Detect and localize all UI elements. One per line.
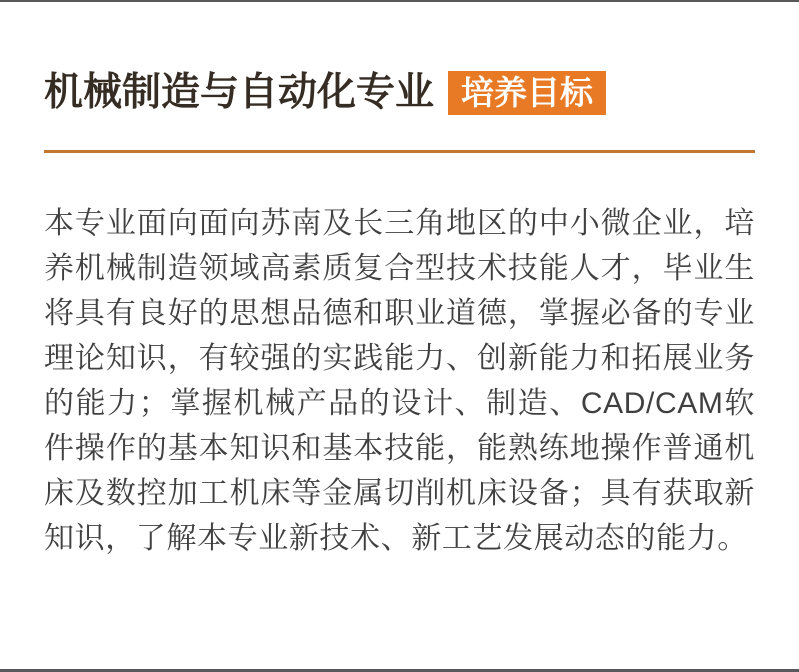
description-paragraph: 本专业面向面向苏南及长三角地区的中小微企业，培养机械制造领域高素质复合型技术技能人才，毕业生将具有良好的思想品德和职业道德，掌握必备的专业理论知识，有较强的实践能力、创新能力和拓展业务的能力；掌握机械产品的设计、制造、CAD/CAM软件操作的基本知识和基本技能，能熟练地操作普通机床及数控加工机床等金属切削机床设备；具有获取新知识，了解本专业新技术、新工艺发展动态的能力。 — [44, 206, 755, 555]
section-badge: 培养目标 — [448, 71, 606, 115]
title-row — [44, 70, 755, 117]
content-area — [44, 0, 755, 561]
page-title: 机械制造与自动化专业 — [44, 71, 435, 114]
title-divider — [44, 150, 755, 153]
